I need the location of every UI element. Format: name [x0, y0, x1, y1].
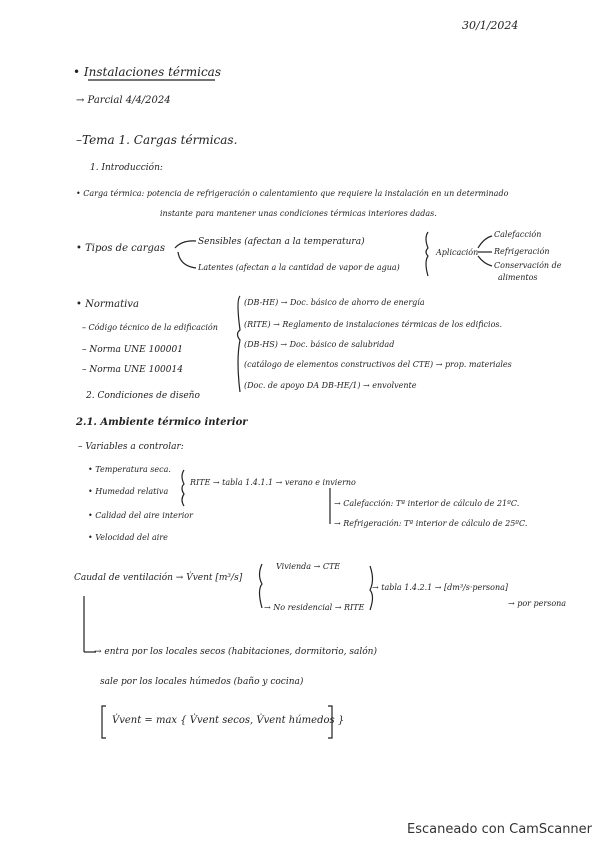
- brace-normativa: [238, 296, 241, 392]
- ambiente-heading: 2.1. Ambiente térmico interior: [76, 417, 248, 428]
- variables-label: – Variables a controlar:: [78, 442, 184, 452]
- normativa-item: – Norma UNE 100001: [82, 345, 183, 355]
- formula-bracket-left: [102, 706, 106, 738]
- variable-item: • Humedad relativa: [88, 487, 169, 496]
- brace-caudal: [260, 564, 263, 608]
- latentes: Latentes (afectan a la cantidad de vapor de agua): [198, 263, 400, 272]
- brace-aplicacion: [426, 232, 428, 276]
- normativa-right: (DB-HS) → Doc. básico de salubridad: [244, 340, 395, 349]
- scanner-watermark: Escaneado con CamScanner: [407, 822, 593, 837]
- refrigeracion: Refrigeración: [494, 247, 550, 256]
- caudal-vivienda: Vivienda → CTE: [276, 562, 341, 571]
- normativa-right: (Doc. de apoyo DA DB-HE/1) → envolvente: [244, 381, 417, 390]
- caudal-no-residencial: → No residencial → RITE: [264, 603, 365, 612]
- aplicacion: Aplicación: [436, 248, 479, 257]
- arrow-calefaccion: [478, 236, 492, 248]
- caudal-tabla: → tabla 1.4.2.1 → [dm³/s·persona]: [372, 583, 509, 592]
- normativa-right: (catálogo de elementos constructivos del CTE) → prop. materiales: [244, 360, 512, 369]
- variable-item: • Velocidad del aire: [88, 533, 168, 542]
- variable-item: • Temperatura seca.: [88, 465, 171, 474]
- normativa-right: (DB-HE) → Doc. básico de ahorro de energía: [244, 298, 425, 307]
- rite-table: RITE → tabla 1.4.1.1 → verano e invierno: [190, 478, 356, 487]
- variable-item: • Calidad del aire interior: [88, 511, 193, 520]
- arrow-conservacion: [478, 256, 492, 266]
- normativa-label: • Normativa: [76, 299, 139, 310]
- caudal-por-persona: → por persona: [508, 599, 567, 608]
- arrow-latentes: [178, 252, 196, 268]
- tema-heading: –Tema 1. Cargas térmicas.: [76, 133, 238, 147]
- normativa-item: – Norma UNE 100014: [82, 365, 183, 375]
- arrow-sensibles: [175, 241, 196, 248]
- page-title: • Instalaciones térmicas: [73, 65, 221, 79]
- condiciones-heading: 2. Condiciones de diseño: [86, 391, 200, 401]
- normativa-right: (RITE) → Reglamento de instalaciones térmicas de los edificios.: [244, 320, 503, 329]
- date: 30/1/2024: [462, 19, 519, 32]
- sale-line: sale por los locales húmedos (baño y cocina): [100, 677, 304, 687]
- calefaccion-temp: → Calefacción: Tª interior de cálculo de 21ºC.: [334, 499, 520, 508]
- parcial-date: → Parcial 4/4/2024: [76, 95, 171, 106]
- calefaccion: Calefacción: [494, 230, 542, 239]
- intro-heading: 1. Introducción:: [90, 163, 163, 173]
- brace-variables: [182, 470, 184, 506]
- conservacion-1: Conservación de: [494, 261, 562, 270]
- normativa-item: – Código técnico de la edificación: [82, 323, 218, 332]
- tipos-label: • Tipos de cargas: [76, 243, 166, 254]
- formula: V̇vent = max { V̇vent secos, V̇vent húmedos }: [112, 715, 345, 726]
- conservacion-2: alimentos: [498, 273, 538, 282]
- carga-definition-2: instante para mantener unas condiciones térmicas interiores dadas.: [160, 209, 437, 218]
- carga-definition-1: • Carga térmica: potencia de refrigeración o calentamiento que requiere la instalación en un determinado: [76, 189, 509, 198]
- refrigeracion-temp: → Refrigeración: Tª interior de cálculo de 25ºC.: [334, 519, 528, 528]
- sensibles: Sensibles (afectan a la temperatura): [198, 237, 365, 247]
- entra-line: → entra por los locales secos (habitaciones, dormitorio, salón): [94, 647, 377, 657]
- caudal-label: Caudal de ventilación → V̇vent [m³/s]: [74, 573, 243, 583]
